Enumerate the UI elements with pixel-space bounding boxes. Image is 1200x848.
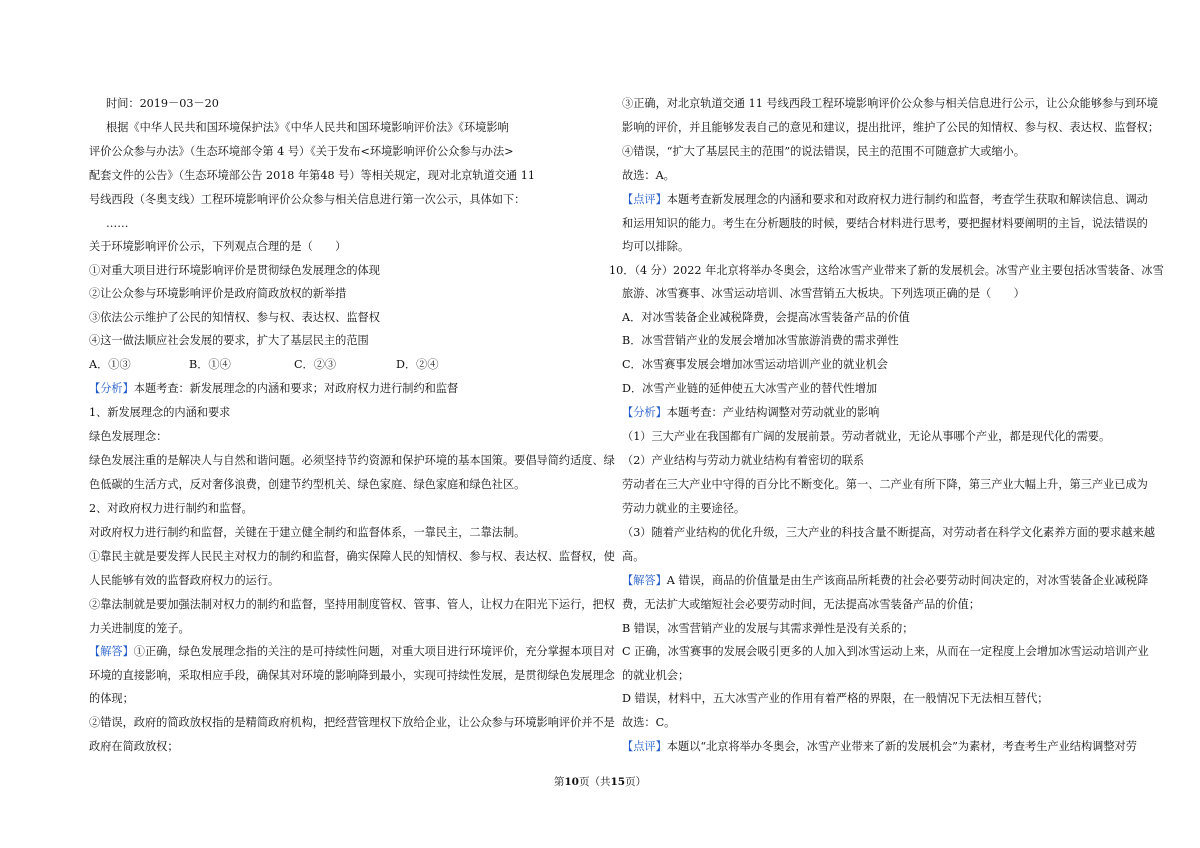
- answer-text: C 正确，冰雪赛事的发展会吸引更多的人加入到冰雪运动上来，从而在一定程度上会增加冰雪运动培训产业: [622, 645, 1149, 658]
- answer-text: 的体现；: [89, 692, 134, 705]
- answer-text: ①正确，绿色发展理念指的关注的是可持续性问题，对重大项目进行环境评价，充分掌握本项目对: [133, 645, 615, 658]
- answer-text: ②错误，政府的简政放权指的是精简政府机构，把经营管理权下放给企业，让公众参与环境影响评价并不是: [89, 716, 615, 729]
- analysis-text: 绿色发展理念：: [89, 430, 168, 443]
- answer-text: A 错误，商品的价值量是由生产该商品所耗费的社会必要劳动时间决定的，对冰雪装备企业减税降: [666, 574, 1149, 587]
- statement: ①对重大项目进行环境影响评价是贯彻绿色发展理念的体现: [89, 264, 380, 277]
- comment-text: 本题考查新发展理念的内涵和要求和对政府权力进行制约和监督，考查学生获取和解读信息、调动: [666, 193, 1148, 206]
- option-c: C．冰雪赛事发展会增加冰雪运动培训产业的就业机会: [622, 358, 888, 371]
- question-10-stem: 旅游、冰雪赛事、冰雪运动培训、冰雪营销五大板块。下列选项正确的是（ ）: [622, 287, 1025, 300]
- option-a: A．①③: [89, 358, 131, 371]
- analysis-text: 劳动者在三大产业中守得的百分比不断变化。第一、二产业有所下降，第三产业大幅上升，第三产业已成为: [622, 478, 1148, 491]
- analysis-text: 色低碳的生活方式，反对奢侈浪费，创建节约型机关、绿色家庭、绿色家庭和绿色社区。: [89, 478, 526, 491]
- comment-tag: 【点评】: [622, 193, 667, 206]
- analysis-summary: 本题考查：产业结构调整对劳动就业的影响: [666, 406, 880, 419]
- answer-tag: 【解答】: [89, 645, 134, 658]
- comment-line: [622, 740, 1137, 754]
- comment-tag: 【点评】: [622, 740, 667, 753]
- footer-prefix: 第: [553, 776, 565, 788]
- analysis-text: （1）三大产业在我国都有广阔的发展前景。劳动者就业，无论从事哪个产业，都是现代化的需要。: [622, 430, 1111, 443]
- analysis-text: ①靠民主就是要发挥人民民主对权力的制约和监督，确实保障人民的知情权、参与权、表达权、监督权，使: [89, 550, 615, 563]
- intro-line: 评价公众参与办法》（生态环境部令第 4 号）《关于发布<环境影响评价公众参与办法>: [89, 145, 514, 158]
- answer-text: 费，无法扩大或缩短社会必要劳动时间，无法提高冰雪装备产品的价值；: [622, 598, 981, 611]
- analysis-tag: 【分析】: [89, 382, 134, 395]
- analysis-line: [622, 406, 879, 420]
- answer-text: ③正确，对北京轨道交通 11 号线西段工程环境影响评价公众参与相关信息进行公示，让公众能够参与到环境: [622, 97, 1158, 110]
- analysis-text: （3）随着产业结构的优化升级，三大产业的科技含量不断提高，对劳动者在科学文化素养方面的要求越来越: [622, 526, 1155, 539]
- answer-choice: 故选：C。: [622, 716, 676, 729]
- answer-text: D 错误，材料中，五大冰雪产业的作用有着严格的界限，在一般情况下无法相互替代；: [622, 692, 1049, 705]
- page-footer: [0, 775, 1200, 789]
- option-c: C．②③: [294, 358, 337, 371]
- answer-text: ④错误，“扩大了基层民主的范围”的说法错误，民主的范围不可随意扩大或缩小。: [622, 145, 1026, 158]
- comment-text: 本题以“北京将举办冬奥会，冰雪产业带来了新的发展机会”为素材，考查考生产业结构调整对劳: [666, 740, 1137, 753]
- answer-text: 影响的评价，并且能够发表自己的意见和建议，提出批评，维护了公民的知情权、参与权、表达权、监督权；: [622, 121, 1160, 134]
- answer-text: 环境的直接影响，采取相应手段，确保其对环境的影响降到最小，实现可持续性发展，是贯彻绿色发展理念: [89, 669, 615, 682]
- analysis-text: 力关进制度的笼子。: [89, 622, 190, 635]
- comment-line: [622, 193, 1148, 207]
- analysis-summary: 本题考查：新发展理念的内涵和要求；对政府权力进行制约和监督: [133, 382, 459, 395]
- analysis-text: 对政府权力进行制约和监督，关键在于建立健全制约和监督体系，一靠民主，二靠法制。: [89, 526, 526, 539]
- statement: ②让公众参与环境影响评价是政府简政放权的新举措: [89, 287, 347, 300]
- question-10-stem: 10．（4 分）2022 年北京将举办冬奥会，这给冰雪产业带来了新的发展机会。冰雪产业主要包括冰雪装备、冰雪: [609, 264, 1164, 277]
- answer-tag: 【解答】: [622, 574, 667, 587]
- page-number: 10: [564, 776, 579, 788]
- analysis-text: 劳动力就业的主要途径。: [622, 502, 746, 515]
- answer-choice: 故选：A。: [622, 169, 675, 182]
- ellipsis: ……: [106, 217, 129, 230]
- option-d: D．冰雪产业链的延伸使五大冰雪产业的替代性增加: [622, 382, 878, 395]
- analysis-text: 高。: [622, 550, 645, 563]
- analysis-text: 1、新发展理念的内涵和要求: [89, 406, 231, 419]
- footer-suffix: 页）: [625, 776, 647, 788]
- notice-time: 时间：2019－03－20: [106, 97, 219, 110]
- total-pages: 15: [610, 776, 626, 788]
- answer-text: 的就业机会；: [622, 669, 690, 682]
- option-a: A．对冰雪装备企业减税降费，会提高冰雪装备产品的价值: [622, 311, 910, 324]
- analysis-tag: 【分析】: [622, 406, 667, 419]
- intro-line: 根据《中华人民共和国环境保护法》《中华人民共和国环境影响评价法》《环境影响: [106, 121, 509, 134]
- analysis-text: 绿色发展注重的是解决人与自然和谐问题。必须坚持节约资源和保护环境的基本国策。要倡导简约适度、绿: [89, 454, 615, 467]
- analysis-text: 2、对政府权力进行制约和监督。: [89, 502, 253, 515]
- question-stem: 关于环境影响评价公示，下列观点合理的是（ ）: [89, 240, 347, 253]
- statement: ④这一做法顺应社会发展的要求，扩大了基层民主的范围: [89, 334, 369, 347]
- comment-text: 和运用知识的能力。考生在分析题肢的时候，要结合材料进行思考，要把握材料要阐明的主旨，说法错误的: [622, 217, 1148, 230]
- analysis-text: 人民能够有效的监督政府权力的运行。: [89, 574, 280, 587]
- option-d: D．②④: [396, 358, 439, 371]
- statement: ③依法公示维护了公民的知情权、参与权、表达权、监督权: [89, 311, 380, 324]
- option-b: B．①④: [189, 358, 231, 371]
- footer-middle: 页（共: [579, 776, 611, 788]
- answer-line: [622, 574, 1148, 588]
- answer-text: 政府在简政放权；: [89, 740, 179, 753]
- analysis-text: （2）产业结构与劳动力就业结构有着密切的联系: [622, 454, 865, 467]
- analysis-text: ②靠法制就是要加强法制对权力的制约和监督，坚持用制度管权、管事、管人，让权力在阳光下运行，把权: [89, 598, 615, 611]
- option-b: B．冰雪营销产业的发展会增加冰雪旅游消费的需求弹性: [622, 334, 899, 347]
- answer-text: B 错误，冰雪营销产业的发展与其需求弹性是没有关系的；: [622, 622, 914, 635]
- intro-line: 配套文件的公告》（生态环境部公告 2018 年第48 号）等相关规定，现对北京轨道交通 11: [89, 169, 535, 182]
- comment-text: 均可以排除。: [622, 240, 690, 253]
- intro-line: 号线西段（冬奥支线）工程环境影响评价公众参与相关信息进行第一次公示，具体如下：: [89, 193, 526, 206]
